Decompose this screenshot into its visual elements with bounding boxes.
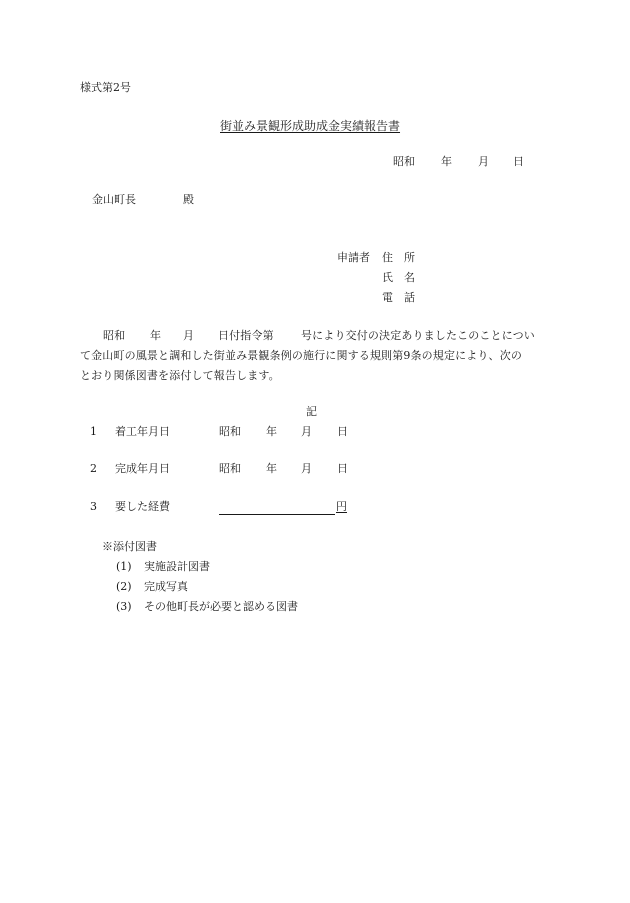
item-era: 昭和 bbox=[219, 462, 241, 475]
document-title: 街並み景観形成助成金実績報告書 bbox=[220, 119, 401, 133]
applicant-label: 申請者 bbox=[337, 251, 370, 264]
attachments-heading: ※添付図書 bbox=[102, 540, 157, 553]
cost-amount-field[interactable] bbox=[219, 500, 335, 515]
date-month: 月 bbox=[478, 155, 489, 168]
date-era: 昭和 bbox=[393, 155, 415, 168]
address-label: 住 所 bbox=[382, 251, 415, 264]
item-era: 昭和 bbox=[219, 425, 241, 438]
item-month: 月 bbox=[301, 462, 312, 475]
item-label: 完成年月日 bbox=[115, 462, 170, 475]
phone-label: 電 話 bbox=[382, 291, 415, 304]
body-year: 年 bbox=[150, 329, 162, 342]
item-number: 1 bbox=[90, 425, 97, 438]
attachment-number: (1) bbox=[116, 560, 132, 573]
recipient-name: 金山町長 bbox=[92, 193, 136, 206]
body-era: 昭和 bbox=[103, 329, 126, 342]
recipient-honorific: 殿 bbox=[183, 193, 194, 206]
body-line2: て金山町の風景と調和した街並み景観条例の施行に関する規則第9条の規定により、次の bbox=[80, 349, 522, 362]
date-day: 日 bbox=[513, 155, 524, 168]
name-label: 氏 名 bbox=[382, 271, 415, 284]
item-day: 日 bbox=[337, 425, 348, 438]
attachment-text: 実施設計図書 bbox=[144, 560, 210, 573]
item-year: 年 bbox=[266, 462, 277, 475]
attachment-text: 完成写真 bbox=[144, 580, 188, 593]
item-number: 2 bbox=[90, 462, 97, 475]
item-month: 月 bbox=[301, 425, 312, 438]
item-label: 要した経費 bbox=[115, 500, 170, 513]
body-month: 月 bbox=[183, 329, 195, 342]
attachment-number: (3) bbox=[116, 600, 132, 613]
attachment-text: その他町長が必要と認める図書 bbox=[144, 600, 298, 613]
item-number: 3 bbox=[90, 500, 97, 513]
body-order-number: 日付指令第 bbox=[218, 329, 274, 342]
item-label: 着工年月日 bbox=[115, 425, 170, 438]
body-line3: とおり関係図書を添付して報告します。 bbox=[80, 369, 280, 382]
item-year: 年 bbox=[266, 425, 277, 438]
form-number: 様式第2号 bbox=[80, 81, 131, 94]
cost-unit: 円 bbox=[336, 500, 347, 513]
date-year: 年 bbox=[441, 155, 452, 168]
item-day: 日 bbox=[337, 462, 348, 475]
attachment-number: (2) bbox=[116, 580, 132, 593]
body-line1-rest: 号により交付の決定ありましたこのことについ bbox=[301, 329, 535, 342]
record-heading: 記 bbox=[306, 405, 317, 418]
